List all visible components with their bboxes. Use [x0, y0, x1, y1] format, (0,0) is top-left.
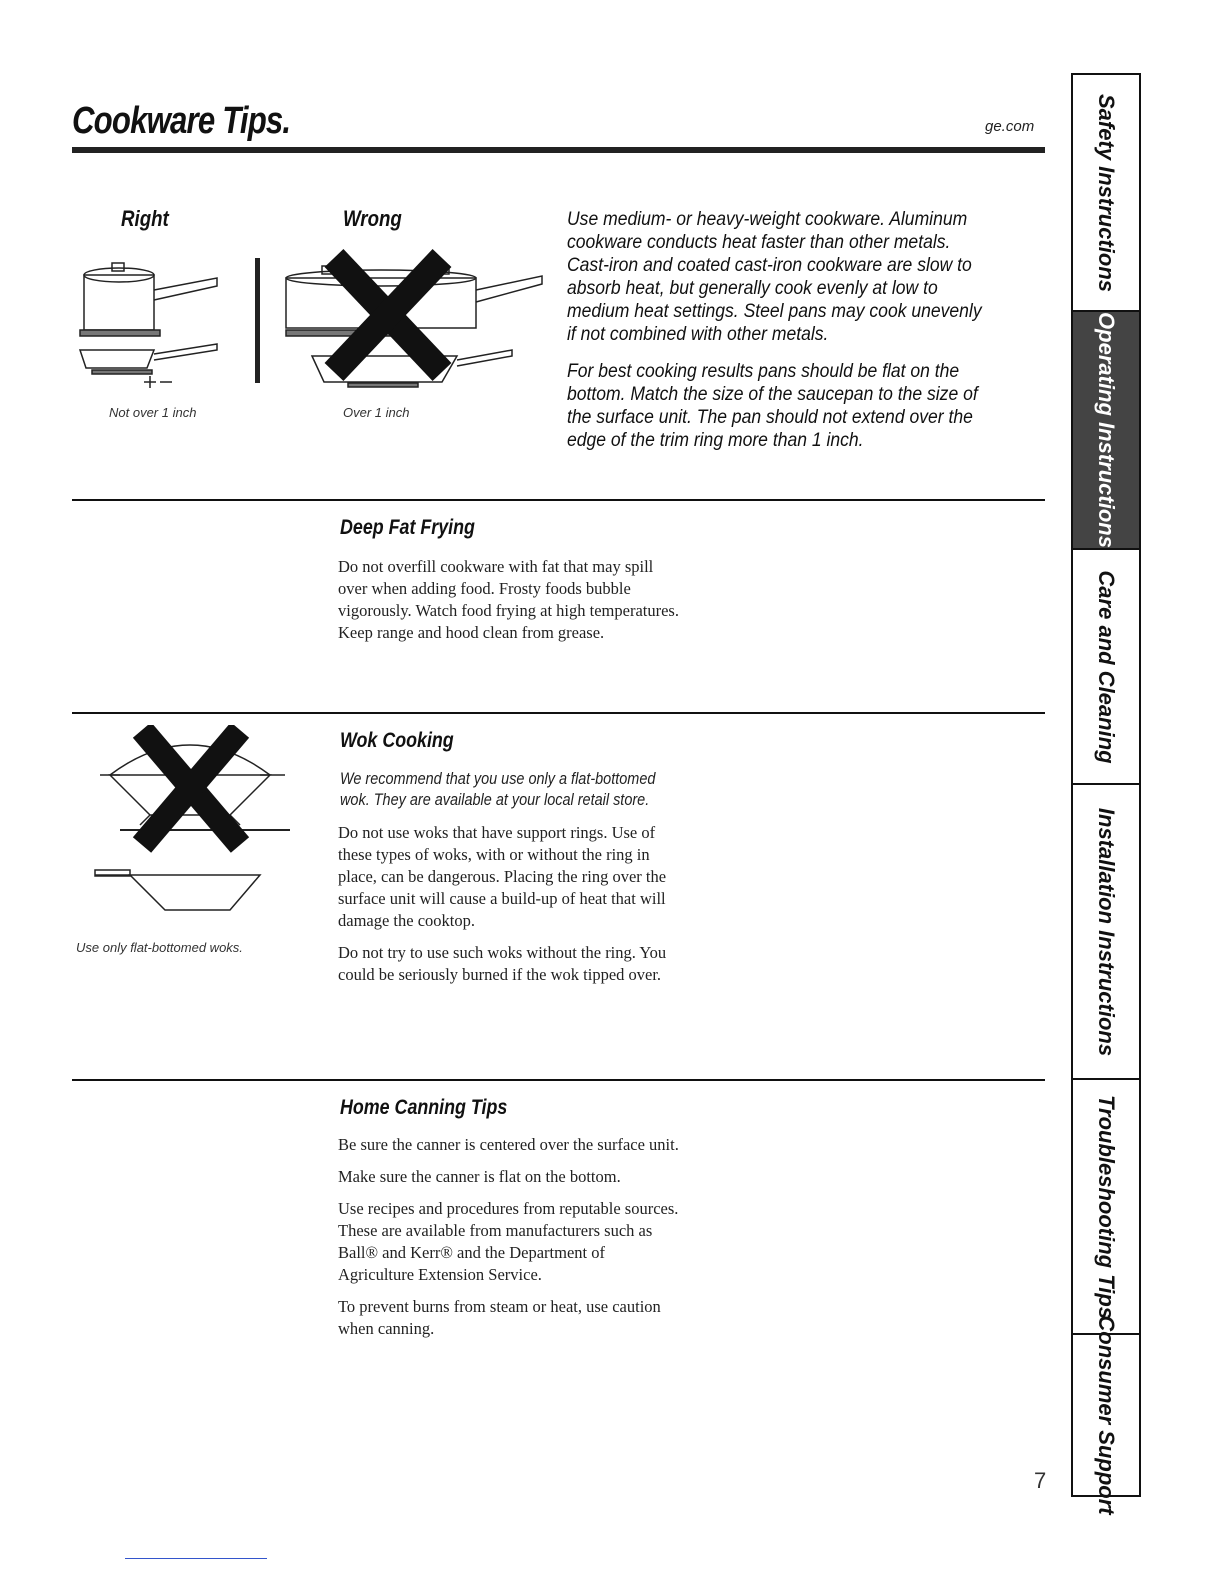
section-divider	[72, 712, 1045, 714]
tab-consumer-support[interactable]	[1073, 1315, 1139, 1515]
header-rule	[72, 147, 1045, 153]
right-saucepan-image	[80, 263, 217, 388]
canning-paragraph-4: To prevent burns from steam or heat, use caution when canning.	[338, 1297, 661, 1338]
page-title: Cookware Tips.	[72, 100, 291, 142]
right-label: Right	[121, 206, 169, 231]
page-number: 7	[1034, 1468, 1047, 1493]
wrong-label: Wrong	[343, 206, 402, 231]
figure-divider	[255, 258, 260, 383]
section-tabs	[1071, 73, 1141, 1515]
wok-note: We recommend that you use only a flat-bottomed wok. They are available at your local retail store.	[340, 769, 656, 809]
deep-fat-heading: Deep Fat Frying	[340, 516, 475, 539]
deep-fat-paragraph: Do not overfill cookware with fat that may spill over when adding food. Frosty foods bubble vigorously. Watch food frying at high temperatures. Keep range and hood clean from grease.	[338, 557, 679, 642]
wok-paragraph-2: Do not try to use such woks without the ring. You could be seriously burned if the wok tipped over.	[338, 943, 667, 984]
tab-installation-instructions[interactable]	[1073, 785, 1139, 1080]
section-divider	[72, 499, 1045, 501]
section-divider	[72, 1079, 1045, 1081]
canning-heading: Home Canning Tips	[340, 1096, 508, 1119]
right-caption: Not over 1 inch	[109, 405, 197, 420]
intro-paragraph-2: For best cooking results pans should be flat on the bottom. Match the size of the saucepan to the size of the surface unit. The pan should not extend over the edge of the trim ring more than 1 inch.	[567, 360, 978, 451]
site-url: ge.com	[985, 118, 1035, 135]
tab-label: Operating Instructions	[1094, 312, 1119, 548]
tab-label: Troubleshooting Tips	[1094, 1094, 1119, 1319]
wok-caption: Use only flat-bottomed woks.	[76, 940, 243, 955]
tab-operating-instructions[interactable]	[1073, 312, 1139, 550]
intro-text	[567, 208, 990, 466]
canning-paragraph-3: Use recipes and procedures from reputable sources. These are available from manufacturers such as Ball® and Kerr® and the Department of Agriculture Extension Service.	[338, 1199, 679, 1284]
tab-care-and-cleaning[interactable]	[1073, 550, 1139, 785]
intro-paragraph-1: Use medium- or heavy-weight cookware. Aluminum cookware conducts heat faster than other metals. Cast-iron and coated cast-iron cookware are slow to absorb heat, but generally cook evenly at low to medium heat settings. Steel pans may cook unevenly if not combined with other metals.	[567, 208, 982, 345]
tab-label: Installation Instructions	[1094, 807, 1119, 1056]
wrong-x-mark-icon	[334, 258, 442, 372]
canning-text	[338, 1134, 683, 1350]
deep-fat-text	[338, 556, 683, 654]
canning-paragraph-2: Make sure the canner is flat on the bottom.	[338, 1167, 621, 1186]
tab-label: Care and Cleaning	[1094, 569, 1119, 764]
wok-illustration	[90, 725, 290, 930]
footer-line	[125, 1558, 267, 1559]
tab-label: Safety Instructions	[1094, 93, 1119, 292]
wok-heading: Wok Cooking	[340, 729, 454, 752]
wok-paragraph-1: Do not use woks that have support rings. Use of these types of woks, with or without the ring in place, can be dangerous. Placing the ring over the surface unit will cause a build-up of heat that will damage the cooktop.	[338, 823, 667, 930]
flat-bottom-wok-image	[95, 870, 260, 910]
tab-label: Consumer Support	[1094, 1315, 1119, 1515]
canning-paragraph-1: Be sure the canner is centered over the surface unit.	[338, 1135, 679, 1154]
wok-x-mark-icon	[142, 730, 240, 845]
wok-text	[338, 822, 683, 996]
tab-safety-instructions[interactable]	[1073, 75, 1139, 312]
tab-troubleshooting-tips[interactable]	[1073, 1080, 1139, 1335]
wrong-caption: Over 1 inch	[343, 405, 410, 420]
cookware-illustration	[72, 240, 562, 405]
